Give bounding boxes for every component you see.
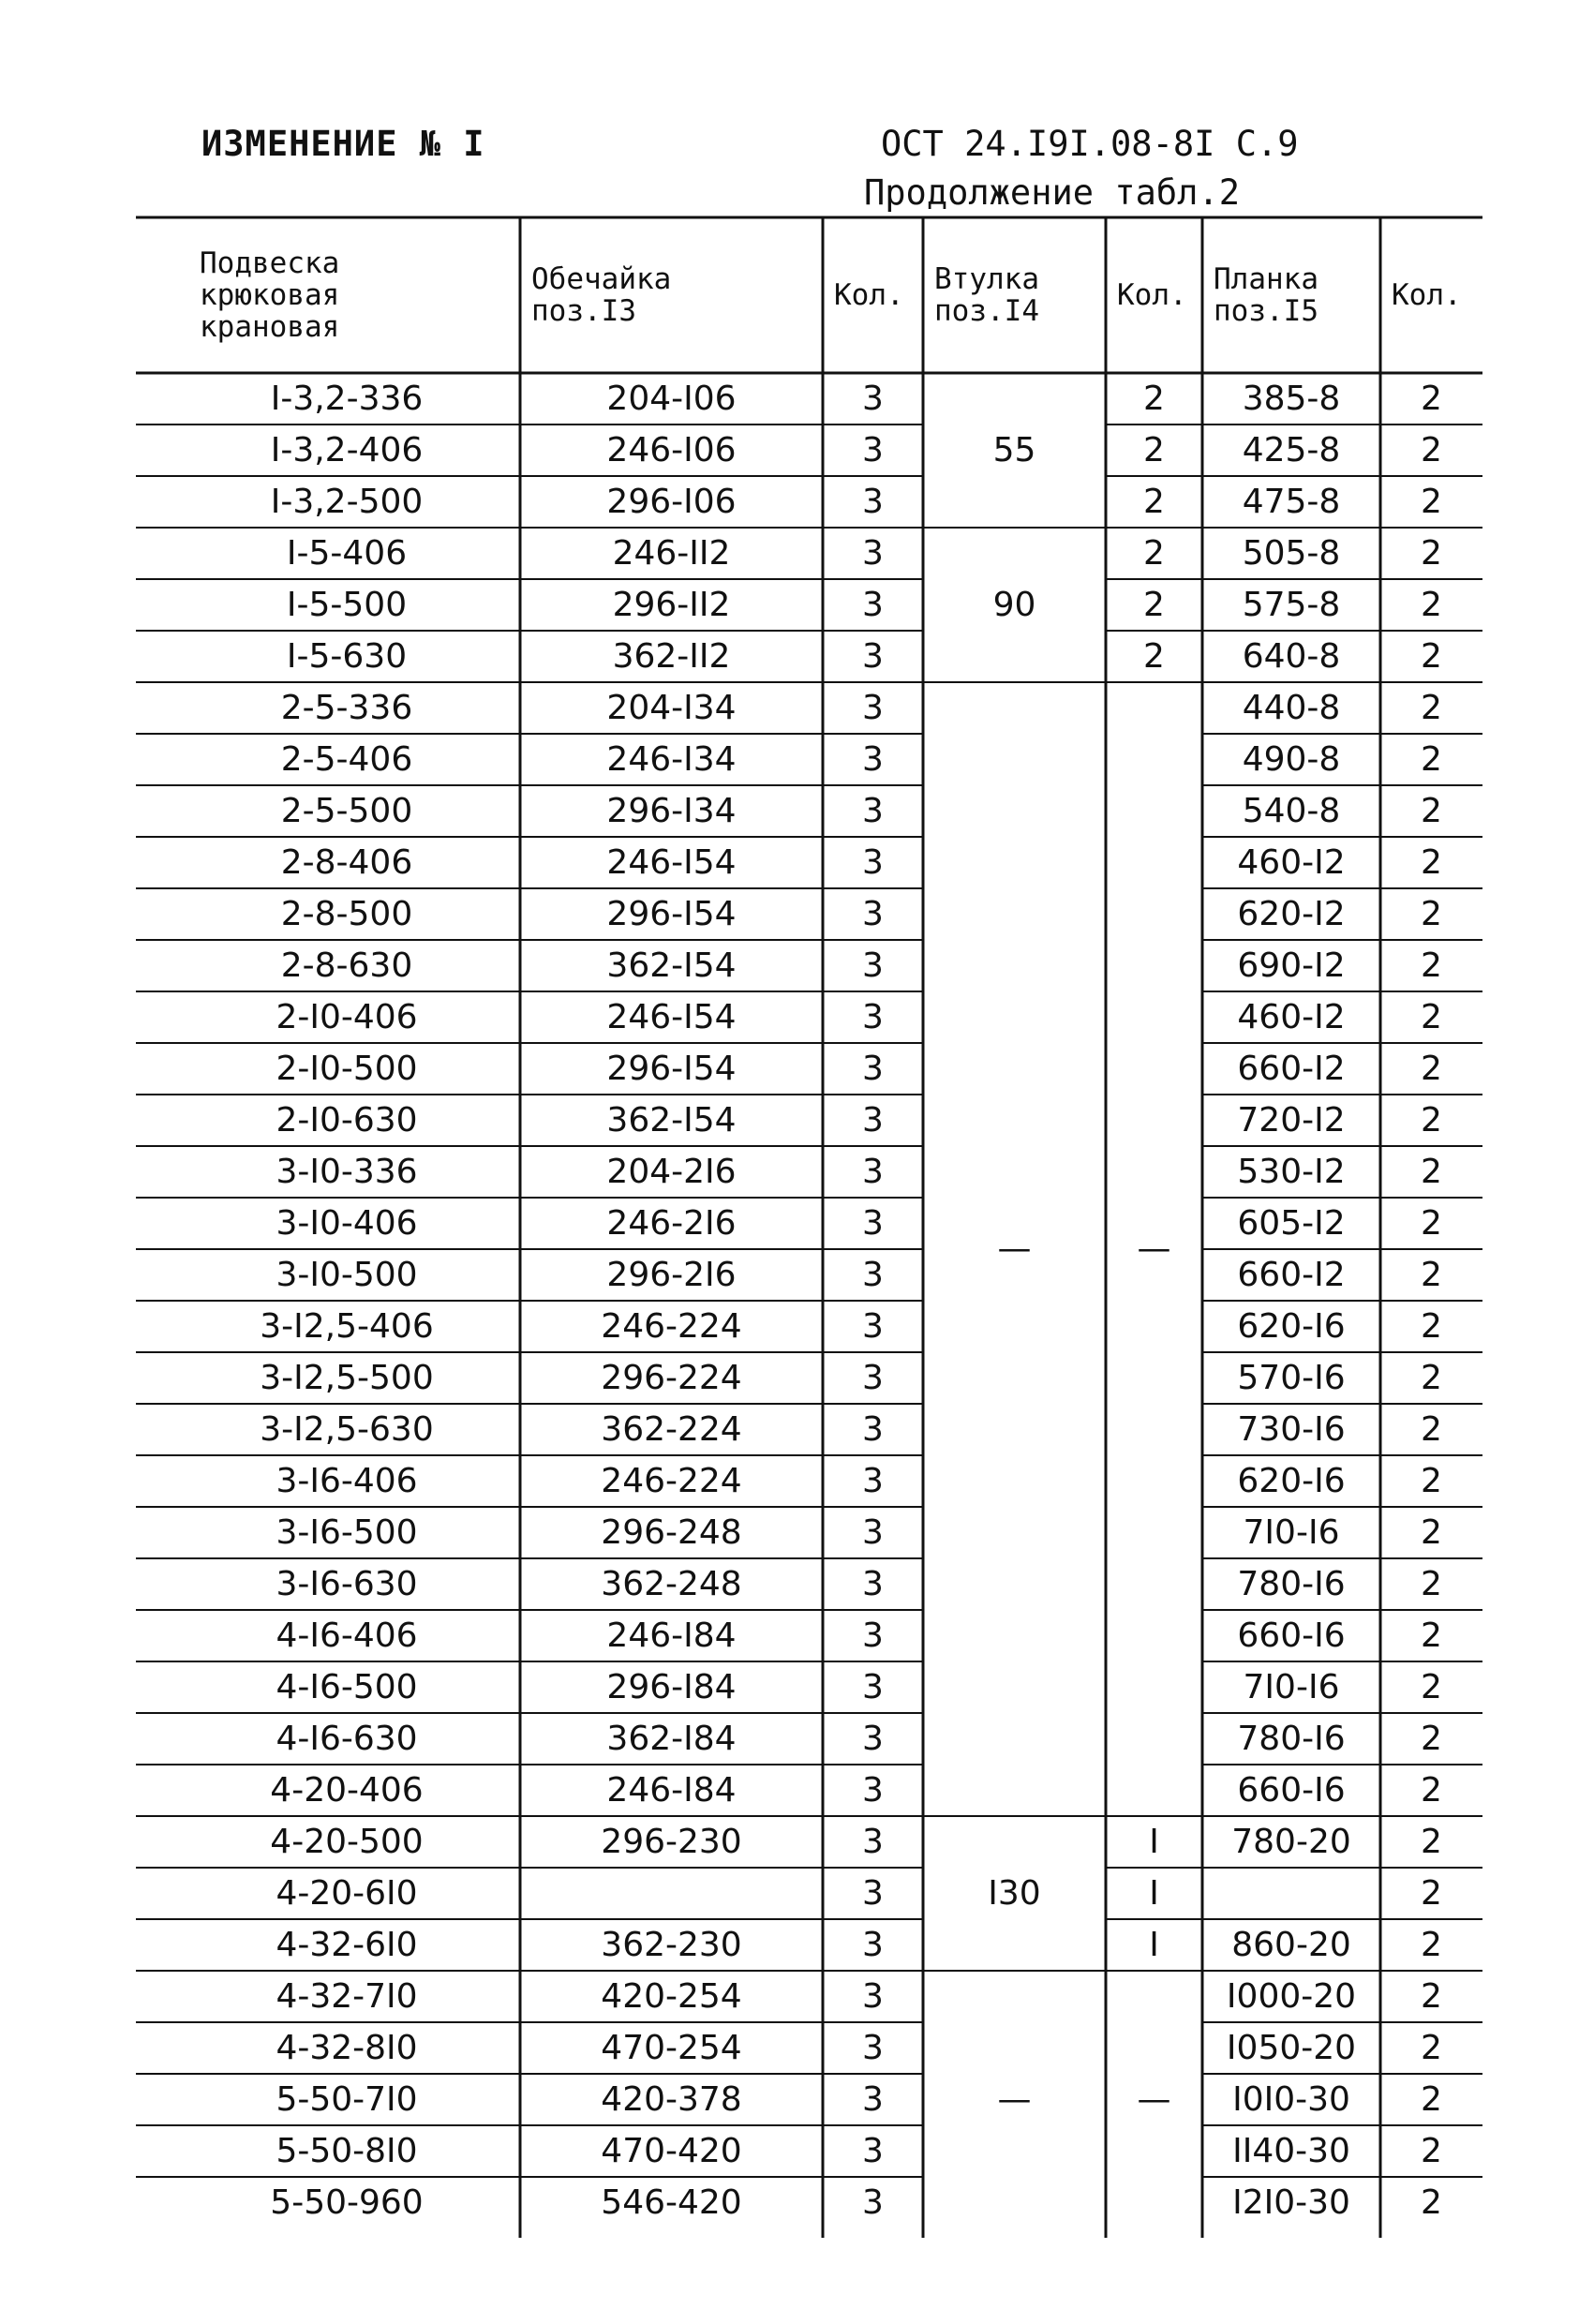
header-line: поз.I5 — [1214, 294, 1318, 328]
plate-cell: 605-I2 — [1237, 1204, 1346, 1243]
shell-cell: 246-I06 — [606, 431, 737, 469]
plate-cell: I000-20 — [1226, 1977, 1357, 2016]
header-line: крановая — [200, 310, 340, 344]
suspension-cell: 2-I0-500 — [276, 1050, 418, 1088]
suspension-cell: 4-I6-630 — [276, 1720, 418, 1758]
bushing-merged-cell: I30 — [988, 1873, 1041, 1913]
header-line: Кол. — [1392, 278, 1462, 312]
plate-qty-cell: 2 — [1421, 1307, 1442, 1346]
plate-cell: 660-I2 — [1237, 1256, 1346, 1294]
shell-qty-cell: 3 — [862, 1462, 884, 1500]
plate-cell: 860-20 — [1231, 1926, 1351, 1964]
header-line: Обечайка — [531, 262, 672, 296]
header-line: поз.I4 — [934, 294, 1039, 328]
shell-cell: 362-I54 — [606, 1101, 737, 1140]
suspension-cell: 3-I6-500 — [276, 1513, 418, 1552]
plate-qty-cell: 2 — [1421, 431, 1442, 469]
header-line: Подвеска — [200, 246, 340, 280]
plate-cell: 490-8 — [1242, 740, 1341, 779]
bushing-qty-cell: I — [1149, 1926, 1159, 1964]
plate-cell: 620-I6 — [1237, 1462, 1346, 1500]
suspension-cell: 3-I0-406 — [276, 1204, 418, 1243]
bushing-qty-cell: I — [1149, 1874, 1159, 1913]
merged-dash-text: — — [1137, 1229, 1171, 1268]
plate-cell: I0I0-30 — [1232, 2080, 1350, 2119]
shell-cell: 246-I54 — [606, 998, 737, 1036]
plate-qty-cell: 2 — [1421, 1359, 1442, 1397]
suspension-cell: 4-20-406 — [270, 1771, 424, 1810]
plate-qty-cell: 2 — [1421, 1616, 1442, 1655]
shell-qty-cell: 3 — [862, 2183, 884, 2222]
plate-cell: 660-I6 — [1237, 1616, 1346, 1655]
suspension-cell: 2-I0-630 — [276, 1101, 418, 1140]
shell-qty-cell: 3 — [862, 1926, 884, 1964]
suspension-cell: 5-50-960 — [270, 2183, 424, 2222]
col-shell-header — [531, 263, 671, 327]
plate-qty-cell: 2 — [1421, 1668, 1442, 1706]
plate-qty-cell: 2 — [1421, 637, 1442, 676]
bushing-qty-cell: 2 — [1143, 483, 1165, 521]
plate-qty-cell: 2 — [1421, 2029, 1442, 2067]
suspension-cell: 4-I6-500 — [276, 1668, 418, 1706]
shell-qty-cell: 3 — [862, 1410, 884, 1449]
plate-qty-cell: 2 — [1421, 586, 1442, 624]
plate-cell: I050-20 — [1226, 2029, 1357, 2067]
col-plate-header — [1214, 263, 1318, 327]
shell-qty-cell: 3 — [862, 534, 884, 573]
shell-qty-cell: 3 — [862, 792, 884, 830]
shell-cell: 246-I54 — [606, 843, 737, 882]
shell-qty-cell: 3 — [862, 483, 884, 521]
plate-cell: 720-I2 — [1237, 1101, 1346, 1140]
plate-qty-cell: 2 — [1421, 1565, 1442, 1603]
merged-dash-text: — — [997, 2079, 1032, 2119]
suspension-cell: 4-20-500 — [270, 1823, 424, 1861]
shell-qty-cell: 3 — [862, 998, 884, 1036]
shell-qty-cell: 3 — [862, 1256, 884, 1294]
col-suspension-header — [200, 247, 339, 343]
header-line: Кол. — [1117, 278, 1187, 312]
shell-cell: 246-224 — [601, 1462, 742, 1500]
shell-qty-cell: 3 — [862, 740, 884, 779]
plate-cell: 460-I2 — [1237, 998, 1346, 1036]
plate-qty-cell: 2 — [1421, 1256, 1442, 1294]
shell-cell: 296-I34 — [606, 792, 737, 830]
plate-cell: 620-I2 — [1237, 895, 1346, 933]
shell-cell: 246-I84 — [606, 1616, 737, 1655]
suspension-cell: I-3,2-406 — [270, 431, 424, 469]
plate-cell: 780-I6 — [1237, 1565, 1346, 1603]
shell-cell: 420-378 — [601, 2080, 742, 2119]
suspension-cell: 2-8-406 — [280, 843, 413, 882]
shell-qty-cell: 3 — [862, 1977, 884, 2016]
plate-cell: 440-8 — [1242, 689, 1341, 727]
shell-cell: 246-224 — [601, 1307, 742, 1346]
plate-qty-cell: 2 — [1421, 1720, 1442, 1758]
plate-cell: II40-30 — [1232, 2132, 1350, 2170]
suspension-cell: 4-I6-406 — [276, 1616, 418, 1655]
shell-cell: 362-248 — [601, 1565, 742, 1603]
plate-cell: 7I0-I6 — [1243, 1668, 1340, 1706]
plate-qty-cell: 2 — [1421, 1050, 1442, 1088]
plate-cell: 475-8 — [1242, 483, 1341, 521]
suspension-cell: 2-8-500 — [280, 895, 413, 933]
merged-dash-text: — — [1137, 2079, 1171, 2119]
merged-dash-text: — — [997, 1229, 1032, 1268]
shell-cell: 470-420 — [601, 2132, 742, 2170]
shell-cell: 296-I54 — [606, 895, 737, 933]
plate-cell: 690-I2 — [1237, 946, 1346, 985]
col-plate-qty-header — [1392, 279, 1462, 311]
plate-qty-cell: 2 — [1421, 1771, 1442, 1810]
shell-cell: 246-II2 — [612, 534, 731, 573]
bushing-qty-cell: 2 — [1143, 637, 1165, 676]
plate-cell: 530-I2 — [1237, 1153, 1346, 1191]
shell-qty-cell: 3 — [862, 1050, 884, 1088]
suspension-cell: 2-8-630 — [280, 946, 413, 985]
bushing-qty-cell: 2 — [1143, 534, 1165, 573]
shell-cell: 246-2I6 — [606, 1204, 737, 1243]
shell-qty-cell: 3 — [862, 1771, 884, 1810]
plate-qty-cell: 2 — [1421, 1204, 1442, 1243]
suspension-cell: I-5-630 — [286, 637, 408, 676]
plate-qty-cell: 2 — [1421, 1513, 1442, 1552]
suspension-cell: 3-I6-630 — [276, 1565, 418, 1603]
bushing-qty-cell: 2 — [1143, 380, 1165, 418]
bushing-merged-cell: 90 — [992, 585, 1036, 624]
shell-cell: 296-II2 — [612, 586, 731, 624]
plate-cell: 620-I6 — [1237, 1307, 1346, 1346]
plate-qty-cell: 2 — [1421, 1410, 1442, 1449]
plate-qty-cell: 2 — [1421, 2080, 1442, 2119]
plate-qty-cell: 2 — [1421, 1101, 1442, 1140]
plate-qty-cell: 2 — [1421, 2183, 1442, 2222]
header-line: поз.I3 — [531, 294, 636, 328]
plate-cell: 7I0-I6 — [1243, 1513, 1340, 1552]
suspension-cell: 3-I2,5-500 — [260, 1359, 434, 1397]
plate-cell: 540-8 — [1242, 792, 1341, 830]
shell-cell: 204-I06 — [606, 380, 737, 418]
plate-cell: 460-I2 — [1237, 843, 1346, 882]
shell-qty-cell: 3 — [862, 946, 884, 985]
plate-qty-cell: 2 — [1421, 843, 1442, 882]
suspension-cell: 3-I6-406 — [276, 1462, 418, 1500]
shell-cell: 420-254 — [601, 1977, 742, 2016]
plate-qty-cell: 2 — [1421, 1926, 1442, 1964]
plate-qty-cell: 2 — [1421, 2132, 1442, 2170]
suspension-cell: 2-I0-406 — [276, 998, 418, 1036]
shell-cell: 296-224 — [601, 1359, 742, 1397]
shell-qty-cell: 3 — [862, 1565, 884, 1603]
plate-cell: 660-I2 — [1237, 1050, 1346, 1088]
header-line: крюковая — [200, 278, 340, 312]
plate-cell: 780-I6 — [1237, 1720, 1346, 1758]
shell-qty-cell: 3 — [862, 1153, 884, 1191]
suspension-cell: I-5-500 — [286, 586, 408, 624]
suspension-cell: 4-32-7I0 — [276, 1977, 418, 2016]
col-bushing-qty-header — [1117, 279, 1187, 311]
bushing-qty-cell: 2 — [1143, 586, 1165, 624]
plate-qty-cell: 2 — [1421, 792, 1442, 830]
plate-qty-cell: 2 — [1421, 689, 1442, 727]
plate-qty-cell: 2 — [1421, 1823, 1442, 1861]
shell-cell: 296-I84 — [606, 1668, 737, 1706]
plate-qty-cell: 2 — [1421, 380, 1442, 418]
plate-cell: 570-I6 — [1237, 1359, 1346, 1397]
shell-cell: 296-230 — [601, 1823, 742, 1861]
shell-qty-cell: 3 — [862, 1720, 884, 1758]
suspension-cell: 3-I0-500 — [276, 1256, 418, 1294]
shell-qty-cell: 3 — [862, 1874, 884, 1913]
header-line: Планка — [1214, 262, 1318, 296]
table-continuation-title: Продолжение табл.2 — [864, 172, 1240, 213]
suspension-cell: 2-5-500 — [280, 792, 413, 830]
header-line: Втулка — [934, 262, 1039, 296]
shell-qty-cell: 3 — [862, 895, 884, 933]
suspension-cell: I-3,2-500 — [270, 483, 424, 521]
shell-qty-cell: 3 — [862, 1101, 884, 1140]
plate-qty-cell: 2 — [1421, 1874, 1442, 1913]
suspension-cell: 3-I0-336 — [276, 1153, 418, 1191]
plate-qty-cell: 2 — [1421, 483, 1442, 521]
plate-cell: I2I0-30 — [1232, 2183, 1350, 2222]
suspension-cell: 3-I2,5-406 — [260, 1307, 434, 1346]
plate-cell: 640-8 — [1242, 637, 1341, 676]
suspension-cell: 3-I2,5-630 — [260, 1410, 434, 1449]
col-bushing-header — [934, 263, 1039, 327]
shell-qty-cell: 3 — [862, 1307, 884, 1346]
shell-qty-cell: 3 — [862, 689, 884, 727]
suspension-cell: I-5-406 — [286, 534, 408, 573]
shell-cell: 296-248 — [601, 1513, 742, 1552]
plate-cell: 780-20 — [1231, 1823, 1351, 1861]
shell-qty-cell: 3 — [862, 843, 884, 882]
shell-qty-cell: 3 — [862, 1668, 884, 1706]
suspension-cell: 5-50-7I0 — [276, 2080, 418, 2119]
shell-qty-cell: 3 — [862, 637, 884, 676]
standard-number: ОСТ 24.I9I.08-8I С.9 — [881, 124, 1299, 164]
shell-qty-cell: 3 — [862, 1513, 884, 1552]
shell-cell: 470-254 — [601, 2029, 742, 2067]
shell-qty-cell: 3 — [862, 431, 884, 469]
plate-qty-cell: 2 — [1421, 740, 1442, 779]
plate-qty-cell: 2 — [1421, 1977, 1442, 2016]
shell-cell: 204-2I6 — [606, 1153, 737, 1191]
shell-cell: 362-II2 — [612, 637, 731, 676]
shell-qty-cell: 3 — [862, 1616, 884, 1655]
suspension-cell: I-3,2-336 — [270, 380, 424, 418]
bushing-qty-cell: I — [1149, 1823, 1159, 1861]
shell-cell: 296-2I6 — [606, 1256, 737, 1294]
plate-qty-cell: 2 — [1421, 534, 1442, 573]
shell-cell: 546-420 — [601, 2183, 742, 2222]
suspension-cell: 4-32-8I0 — [276, 2029, 418, 2067]
shell-cell: 362-224 — [601, 1410, 742, 1449]
plate-cell: 575-8 — [1242, 586, 1341, 624]
plate-qty-cell: 2 — [1421, 946, 1442, 985]
plate-qty-cell: 2 — [1421, 998, 1442, 1036]
plate-qty-cell: 2 — [1421, 895, 1442, 933]
bushing-merged-cell: 55 — [992, 430, 1036, 469]
bushing-qty-cell: 2 — [1143, 431, 1165, 469]
shell-cell: 296-I54 — [606, 1050, 737, 1088]
suspension-cell: 4-20-6I0 — [276, 1874, 418, 1913]
plate-cell: 730-I6 — [1237, 1410, 1346, 1449]
plate-qty-cell: 2 — [1421, 1153, 1442, 1191]
shell-qty-cell: 3 — [862, 380, 884, 418]
shell-qty-cell: 3 — [862, 1359, 884, 1397]
plate-qty-cell: 2 — [1421, 1462, 1442, 1500]
shell-cell: 296-I06 — [606, 483, 737, 521]
shell-qty-cell: 3 — [862, 586, 884, 624]
shell-qty-cell: 3 — [862, 1823, 884, 1861]
shell-qty-cell: 3 — [862, 1204, 884, 1243]
page-change-label: ИЗМЕНЕНИЕ № I — [201, 124, 485, 164]
plate-cell: 385-8 — [1242, 380, 1341, 418]
shell-cell: 246-I34 — [606, 740, 737, 779]
shell-cell: 362-I54 — [606, 946, 737, 985]
plate-cell: 505-8 — [1242, 534, 1341, 573]
shell-qty-cell: 3 — [862, 2029, 884, 2067]
header-line: Кол. — [834, 278, 904, 312]
suspension-cell: 2-5-406 — [280, 740, 413, 779]
suspension-cell: 2-5-336 — [280, 689, 413, 727]
suspension-cell: 5-50-8I0 — [276, 2132, 418, 2170]
suspension-cell: 4-32-6I0 — [276, 1926, 418, 1964]
shell-cell: 362-230 — [601, 1926, 742, 1964]
plate-cell: 660-I6 — [1237, 1771, 1346, 1810]
shell-cell: 362-I84 — [606, 1720, 737, 1758]
plate-cell: 425-8 — [1242, 431, 1341, 469]
shell-qty-cell: 3 — [862, 2080, 884, 2119]
shell-cell: 246-I84 — [606, 1771, 737, 1810]
shell-cell: 204-I34 — [606, 689, 737, 727]
col-shell-qty-header — [834, 279, 904, 311]
shell-qty-cell: 3 — [862, 2132, 884, 2170]
